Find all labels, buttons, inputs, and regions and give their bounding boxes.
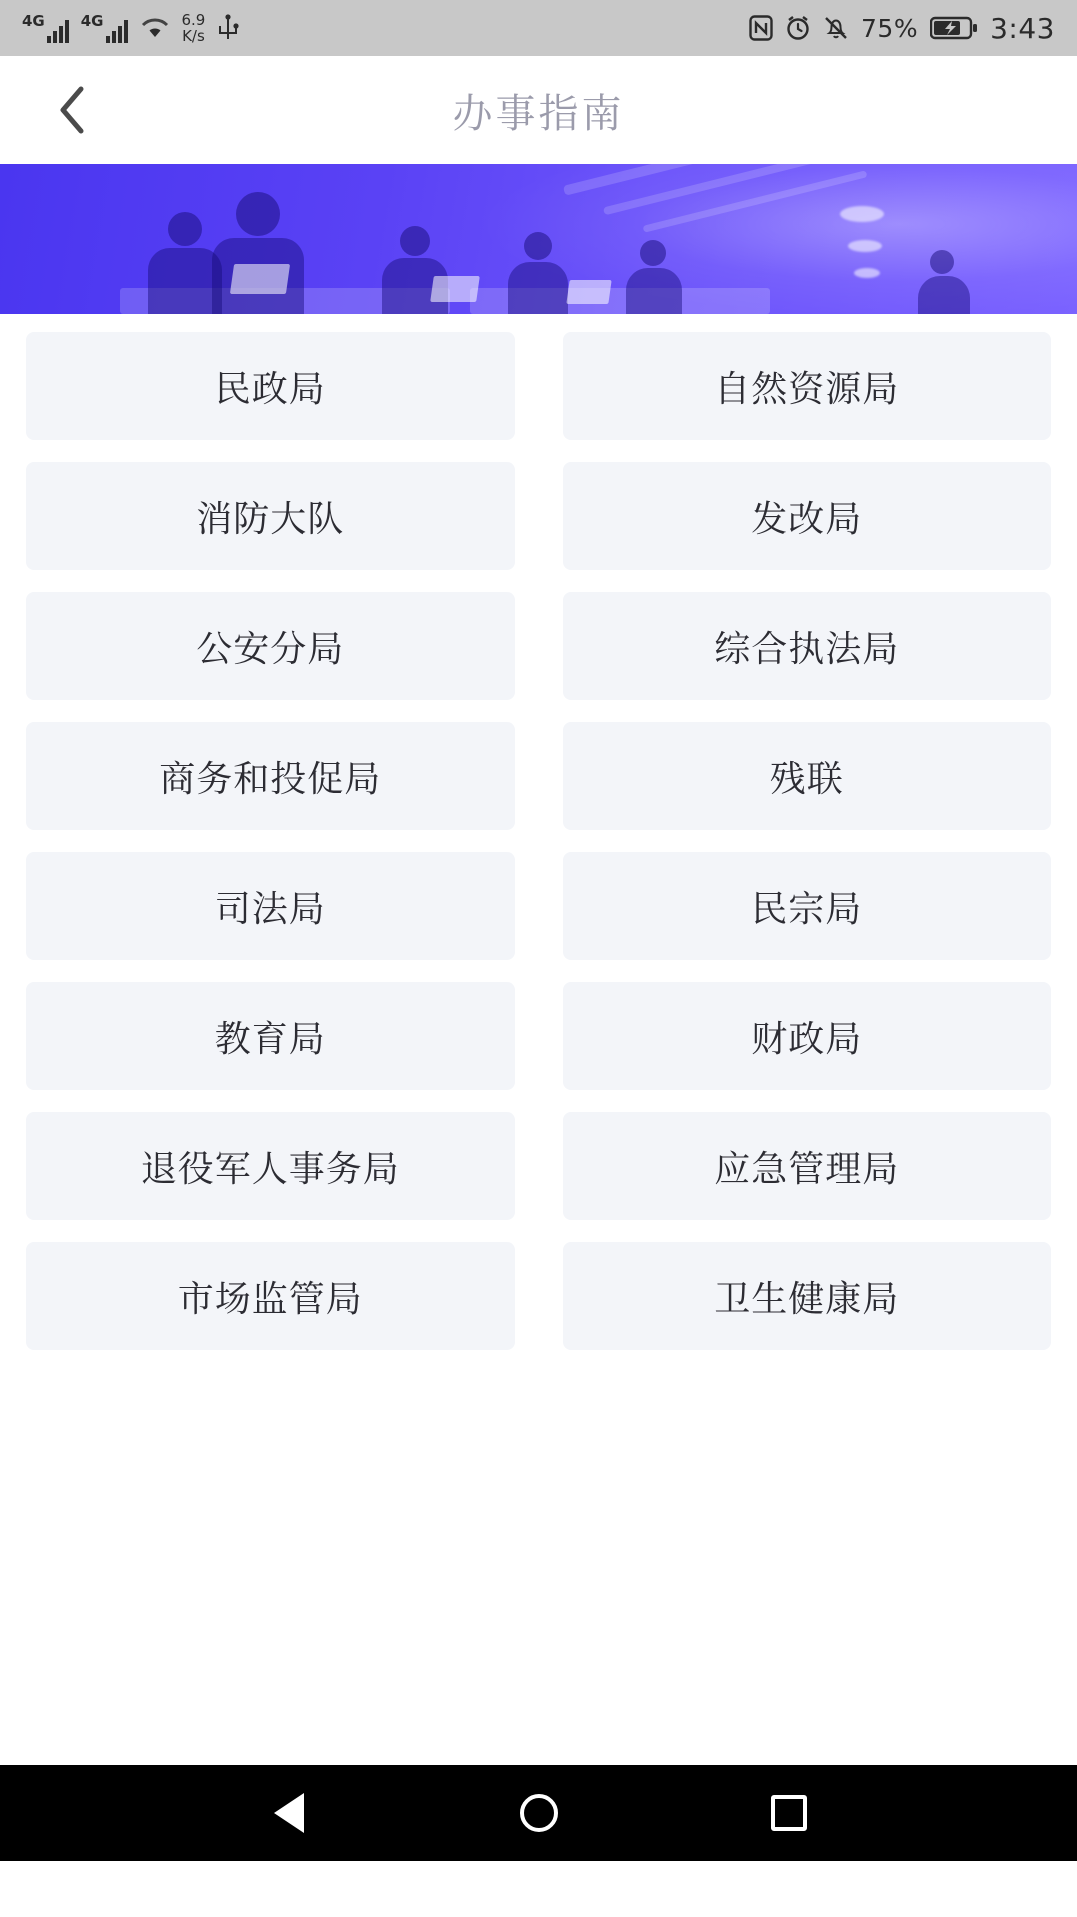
banner-person bbox=[918, 276, 970, 314]
nav-back-triangle-icon bbox=[274, 1793, 304, 1833]
banner-lamp bbox=[854, 268, 880, 278]
android-navigation-bar bbox=[0, 1765, 1077, 1861]
department-tile[interactable]: 教育局 bbox=[26, 982, 515, 1090]
department-tile[interactable]: 司法局 bbox=[26, 852, 515, 960]
status-bar-right bbox=[749, 12, 1055, 45]
department-tile[interactable]: 发改局 bbox=[563, 462, 1052, 570]
banner-lamp bbox=[848, 240, 882, 252]
back-button[interactable] bbox=[42, 80, 102, 140]
banner-person bbox=[626, 268, 682, 314]
banner-lamp bbox=[840, 206, 884, 222]
department-tile[interactable]: 综合执法局 bbox=[563, 592, 1052, 700]
department-tile[interactable]: 公安分局 bbox=[26, 592, 515, 700]
network-speed-indicator bbox=[182, 12, 206, 44]
department-tile[interactable]: 消防大队 bbox=[26, 462, 515, 570]
department-grid bbox=[0, 314, 1077, 1350]
banner-person-head bbox=[640, 240, 666, 266]
status-bar-left bbox=[22, 12, 239, 44]
banner-person-head bbox=[168, 212, 202, 246]
title-bar bbox=[0, 56, 1077, 164]
department-tile[interactable]: 自然资源局 bbox=[563, 332, 1052, 440]
back-chevron-icon bbox=[55, 85, 89, 135]
nfc-icon bbox=[749, 15, 773, 41]
battery-charging-icon bbox=[930, 15, 978, 41]
status-bar bbox=[0, 0, 1077, 56]
signal-sim1-label: 4G bbox=[22, 11, 45, 30]
nav-back-button[interactable] bbox=[259, 1783, 319, 1843]
signal-indicator-sim2 bbox=[80, 11, 128, 43]
bell-muted-icon bbox=[823, 15, 849, 41]
wifi-icon bbox=[140, 16, 170, 40]
department-tile[interactable]: 民政局 bbox=[26, 332, 515, 440]
department-tile[interactable]: 残联 bbox=[563, 722, 1052, 830]
battery-percent-label: 75% bbox=[861, 13, 919, 43]
signal-indicator-sim1 bbox=[22, 11, 69, 43]
banner-laptop-screen bbox=[566, 280, 611, 304]
department-tile[interactable]: 商务和投促局 bbox=[26, 722, 515, 830]
signal-sim2-label: 4G bbox=[80, 11, 104, 30]
banner-person bbox=[508, 262, 568, 314]
department-tile[interactable]: 卫生健康局 bbox=[563, 1242, 1052, 1350]
banner-laptop-screen bbox=[430, 276, 480, 302]
signal-bars-icon bbox=[106, 19, 128, 43]
clock-label: 3:43 bbox=[990, 11, 1055, 45]
network-speed-unit: K/s bbox=[182, 27, 205, 45]
nav-home-circle-icon bbox=[520, 1794, 558, 1832]
network-speed-value: 6.9 bbox=[181, 11, 206, 29]
banner-person-head bbox=[524, 232, 552, 260]
page-title: 办事指南 bbox=[452, 90, 625, 137]
banner-person bbox=[148, 248, 222, 314]
department-tile[interactable]: 应急管理局 bbox=[563, 1112, 1052, 1220]
department-tile[interactable]: 民宗局 bbox=[563, 852, 1052, 960]
banner-laptop-screen bbox=[230, 264, 290, 294]
signal-bars-icon bbox=[47, 19, 69, 43]
banner-image bbox=[0, 164, 1077, 314]
banner-person-head bbox=[400, 226, 430, 256]
department-tile[interactable]: 财政局 bbox=[563, 982, 1052, 1090]
department-tile[interactable]: 市场监管局 bbox=[26, 1242, 515, 1350]
banner-person-head bbox=[930, 250, 954, 274]
department-tile[interactable]: 退役军人事务局 bbox=[26, 1112, 515, 1220]
alarm-icon bbox=[785, 15, 811, 41]
nav-home-button[interactable] bbox=[509, 1783, 569, 1843]
banner-person-head bbox=[236, 192, 280, 236]
nav-recents-button[interactable] bbox=[759, 1783, 819, 1843]
nav-recents-square-icon bbox=[771, 1795, 807, 1831]
usb-icon bbox=[217, 14, 239, 42]
